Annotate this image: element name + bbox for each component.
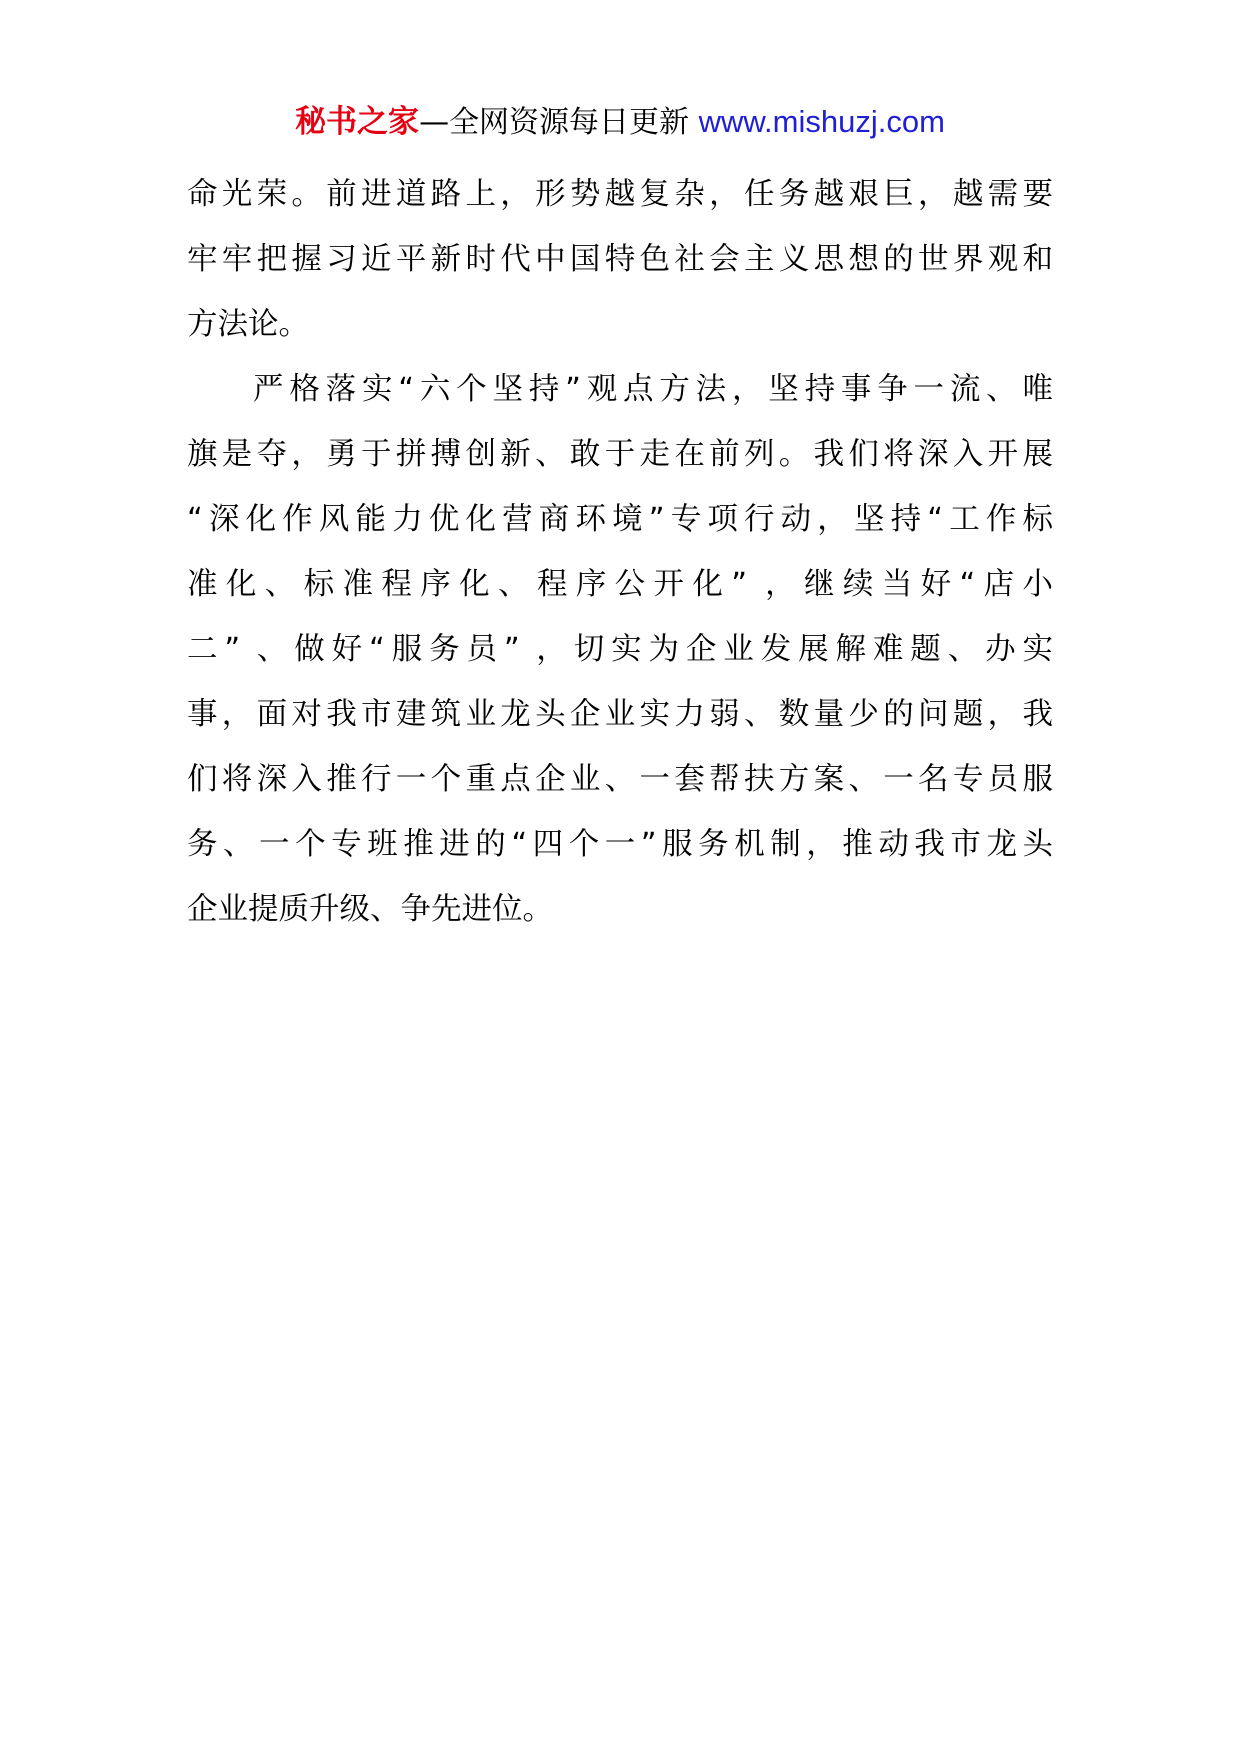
text-line: 事，面对我市建筑业龙头企业实力弱、数量少的问题，我: [187, 697, 1053, 732]
header-slogan: —全网资源每日更新: [419, 105, 690, 140]
text-line: 严格落实“六个坚持”观点方法，坚持事争一流、唯: [253, 372, 1053, 407]
brand-name: 秘书之家: [295, 104, 420, 140]
text-line: 命光荣。前进道路上，形势越复杂，任务越艰巨，越需要: [187, 177, 1053, 212]
text-line: 牢牢把握习近平新时代中国特色社会主义思想的世界观和: [187, 242, 1053, 277]
text-line: 准化、标准程序化、程序公开化” ，继续当好“店小: [187, 567, 1053, 602]
site-url[interactable]: www.mishuzj.com: [698, 104, 945, 139]
text-line: 旗是夺，勇于拼搏创新、敢于走在前列。我们将深入开展: [187, 437, 1053, 472]
document-body: [187, 162, 1053, 942]
text-line: 务、一个专班推进的“四个一”服务机制，推动我市龙头: [187, 827, 1053, 862]
text-line: 们将深入推行一个重点企业、一套帮扶方案、一名专员服: [187, 762, 1053, 797]
text-line: 企业提质升级、争先进位。: [187, 892, 553, 927]
text-line: “深化作风能力优化营商环境”专项行动，坚持“工作标: [187, 502, 1053, 537]
page-header: [0, 100, 1240, 145]
text-line: 二” 、做好“服务员” ，切实为企业发展解难题、办实: [187, 632, 1053, 667]
text-line: 方法论。: [187, 307, 309, 342]
